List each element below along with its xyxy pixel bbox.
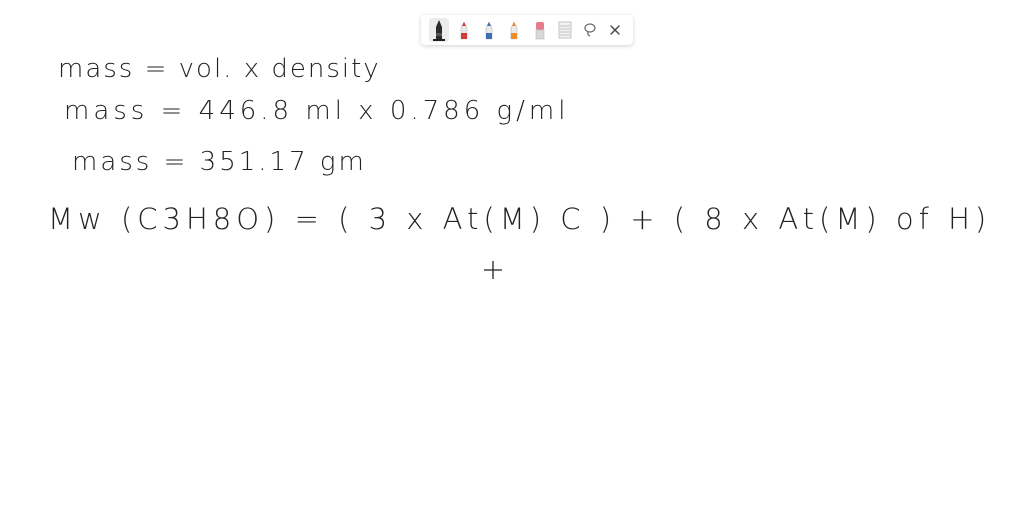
- close-toolbar-button[interactable]: [605, 18, 625, 42]
- eraser-tool[interactable]: [530, 18, 550, 42]
- lasso-tool[interactable]: [580, 18, 600, 42]
- crosshair-cursor-icon: [482, 259, 504, 281]
- red-pen-tool[interactable]: [454, 18, 474, 42]
- red-pen-icon: [456, 19, 472, 41]
- handwritten-line-2: mass = 446.8 ml x 0.786 g/ml: [64, 96, 570, 126]
- lined-paper-icon: [557, 19, 573, 41]
- lined-paper-tool[interactable]: [555, 18, 575, 42]
- orange-pen-icon: [506, 19, 522, 41]
- lasso-icon: [582, 19, 598, 41]
- eraser-icon: [532, 19, 548, 41]
- blue-pen-icon: [481, 19, 497, 41]
- drawing-toolbar: [421, 15, 633, 45]
- black-pen-icon: [431, 19, 447, 41]
- blue-pen-tool[interactable]: [479, 18, 499, 42]
- handwritten-line-4: Mw (C3H8O) = ( 3 x At(M) C ) + ( 8 x At(M) of H): [48, 202, 992, 236]
- close-icon: [608, 23, 622, 37]
- handwritten-line-1: mass = vol. x density: [58, 54, 381, 84]
- handwritten-line-3: mass = 351.17 gm: [72, 147, 367, 177]
- black-pen-tool[interactable]: [429, 18, 449, 42]
- orange-pen-tool[interactable]: [504, 18, 524, 42]
